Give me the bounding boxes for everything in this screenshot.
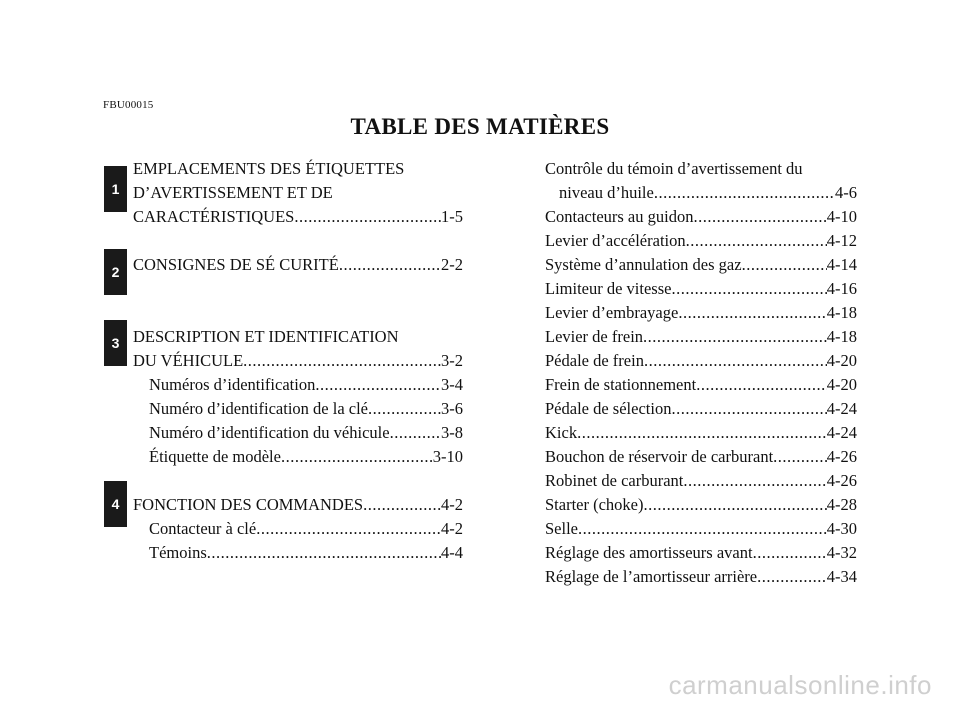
toc-entry-page: 1-5: [441, 207, 463, 226]
toc-leader-dots: [643, 325, 827, 349]
toc-entry-page: 4-32: [826, 543, 857, 562]
toc-entry[interactable]: [545, 565, 857, 589]
toc-entry[interactable]: [545, 325, 857, 349]
toc-leader-dots: [671, 397, 826, 421]
toc-leader-dots: [683, 469, 826, 493]
toc-entry-page: 4-34: [826, 567, 857, 586]
toc-entry[interactable]: [545, 493, 857, 517]
toc-right-column: [545, 157, 857, 589]
toc-entry-text: Contacteur à clé: [149, 519, 257, 538]
toc-entry-text: Bouchon de réservoir de carburant: [545, 447, 774, 466]
toc-entry-page: 4-26: [826, 447, 857, 466]
toc-entry-text: FONCTION DES COMMANDES: [133, 495, 364, 514]
toc-entry[interactable]: [545, 373, 857, 397]
toc-entry-text: Contacteurs au guidon: [545, 207, 694, 226]
toc-entry[interactable]: [545, 421, 857, 445]
toc-entry-text: DU VÉHICULE: [133, 351, 244, 370]
toc-entry[interactable]: [545, 205, 857, 229]
toc-leader-dots: [390, 421, 441, 445]
toc-heading-line: EMPLACEMENTS DES ÉTIQUETTES: [133, 159, 405, 178]
toc-entry[interactable]: [545, 469, 857, 493]
toc-entry-text: Témoins: [149, 543, 207, 562]
toc-entry[interactable]: [545, 349, 857, 373]
toc-leader-dots: [243, 349, 441, 373]
toc-leader-dots: [281, 445, 433, 469]
toc-leader-dots: [671, 277, 826, 301]
toc-entry-page: 4-2: [441, 519, 463, 538]
toc-entry[interactable]: [545, 181, 857, 205]
toc-leader-dots: [363, 493, 441, 517]
toc-leader-dots: [686, 229, 827, 253]
toc-entry-page: 4-28: [826, 495, 857, 514]
chapter-tab-4[interactable]: 4: [104, 481, 127, 527]
document-code: FBU00015: [103, 99, 154, 111]
toc-entry-page: 3-4: [441, 375, 463, 394]
toc-entry-text: Levier d’embrayage: [545, 303, 679, 322]
toc-entry[interactable]: [545, 253, 857, 277]
toc-entry-page: 4-6: [835, 183, 857, 202]
toc-leader-dots: [644, 493, 827, 517]
toc-entry[interactable]: [133, 517, 463, 541]
toc-entry-text: Levier d’accélération: [545, 231, 686, 250]
toc-leader-dots: [256, 517, 441, 541]
toc-entry[interactable]: [133, 373, 463, 397]
toc-entry-text: Réglage de l’amortisseur arrière: [545, 567, 758, 586]
toc-leader-dots: [644, 349, 827, 373]
toc-entry-page: 4-4: [441, 543, 463, 562]
toc-leader-dots: [368, 397, 441, 421]
toc-entry[interactable]: [545, 445, 857, 469]
toc-leader-dots: [339, 253, 441, 277]
toc-entry-page: 4-20: [826, 375, 857, 394]
toc-entry-page: 4-24: [826, 399, 857, 418]
toc-heading-line: D’AVERTISSEMENT ET DE: [133, 183, 333, 202]
toc-leader-dots: [753, 541, 827, 565]
toc-entry-text: Numéro d’identification du véhicule: [149, 423, 390, 442]
chapter-tab-2[interactable]: 2: [104, 249, 127, 295]
toc-entry[interactable]: [133, 445, 463, 469]
toc-leader-dots: [294, 205, 441, 229]
toc-entry[interactable]: [133, 421, 463, 445]
toc-entry-text: Frein de stationnement: [545, 375, 697, 394]
toc-entry-page: 4-10: [826, 207, 857, 226]
toc-entry-page: 4-18: [826, 327, 857, 346]
toc-entry-page: 4-26: [826, 471, 857, 490]
chapter-tab-3[interactable]: 3: [104, 320, 127, 366]
toc-entry[interactable]: [545, 229, 857, 253]
toc-entry-page: 4-16: [826, 279, 857, 298]
toc-entry-page: 3-8: [441, 423, 463, 442]
toc-entry-page: 3-6: [441, 399, 463, 418]
toc-entry-text: niveau d’huile: [559, 183, 654, 202]
toc-leader-dots: [757, 565, 827, 589]
toc-leader-dots: [207, 541, 441, 565]
toc-entry-text: CONSIGNES DE SÉ CURITÉ: [133, 255, 339, 274]
toc-entry-text: Étiquette de modèle: [149, 447, 281, 466]
toc-entry-text: Numéros d’identification: [149, 375, 316, 394]
toc-entry-page: 4-20: [826, 351, 857, 370]
toc-entry-text: Starter (choke): [545, 495, 644, 514]
toc-entry[interactable]: [545, 277, 857, 301]
toc-entry[interactable]: [133, 493, 463, 517]
toc-entry[interactable]: [545, 397, 857, 421]
toc-entry[interactable]: [133, 397, 463, 421]
toc-entry-page: 3-10: [432, 447, 463, 466]
watermark: carmanualsonline.info: [668, 670, 932, 700]
toc-entry-page: 3-2: [441, 351, 463, 370]
toc-entry-page: 4-12: [826, 231, 857, 250]
toc-entry-page: 4-14: [826, 255, 857, 274]
toc-entry-text: Numéro d’identification de la clé: [149, 399, 368, 418]
toc-leader-dots: [654, 181, 835, 205]
toc-entry-line: Contrôle du témoin d’avertissement du: [545, 159, 803, 178]
toc-entry-page: 4-2: [441, 495, 463, 514]
toc-entry[interactable]: [545, 541, 857, 565]
toc-entry-text: Réglage des amortisseurs avant: [545, 543, 753, 562]
toc-leader-dots: [696, 373, 827, 397]
toc-entry-text: CARACTÉRISTIQUES: [133, 207, 295, 226]
toc-leader-dots: [678, 301, 826, 325]
toc-leader-dots: [577, 421, 827, 445]
toc-entry-text: Système d’annulation des gaz: [545, 255, 742, 274]
toc-entry-page: 4-30: [826, 519, 857, 538]
toc-entry-text: Pédale de sélection: [545, 399, 672, 418]
toc-entry-text: Robinet de carburant: [545, 471, 684, 490]
toc-leader-dots: [742, 253, 827, 277]
toc-entry-text: Limiteur de vitesse: [545, 279, 672, 298]
toc-entry[interactable]: [545, 517, 857, 541]
toc-entry[interactable]: [133, 205, 463, 229]
toc-entry-text: Levier de frein: [545, 327, 644, 346]
toc-entry-text: Selle: [545, 519, 578, 538]
toc-right-list: [545, 205, 857, 589]
toc-entry-text: Kick: [545, 423, 578, 442]
toc-entry[interactable]: [133, 349, 463, 373]
toc-leader-dots: [773, 445, 827, 469]
toc-entry[interactable]: [133, 541, 463, 565]
toc-entry[interactable]: [133, 253, 463, 277]
toc-leader-dots: [693, 205, 826, 229]
toc-entry-page: 4-18: [826, 303, 857, 322]
toc-heading-line: DESCRIPTION ET IDENTIFICATION: [133, 327, 399, 346]
toc-entry-text: Pédale de frein: [545, 351, 644, 370]
chapter-tab-1[interactable]: 1: [104, 166, 127, 212]
page-title: TABLE DES MATIÈRES: [350, 114, 610, 139]
toc-left-column: [133, 157, 463, 565]
toc-entry-page: 4-24: [826, 423, 857, 442]
toc-entry-page: 2-2: [441, 255, 463, 274]
toc-leader-dots: [578, 517, 827, 541]
toc-entry[interactable]: [545, 301, 857, 325]
toc-leader-dots: [315, 373, 441, 397]
